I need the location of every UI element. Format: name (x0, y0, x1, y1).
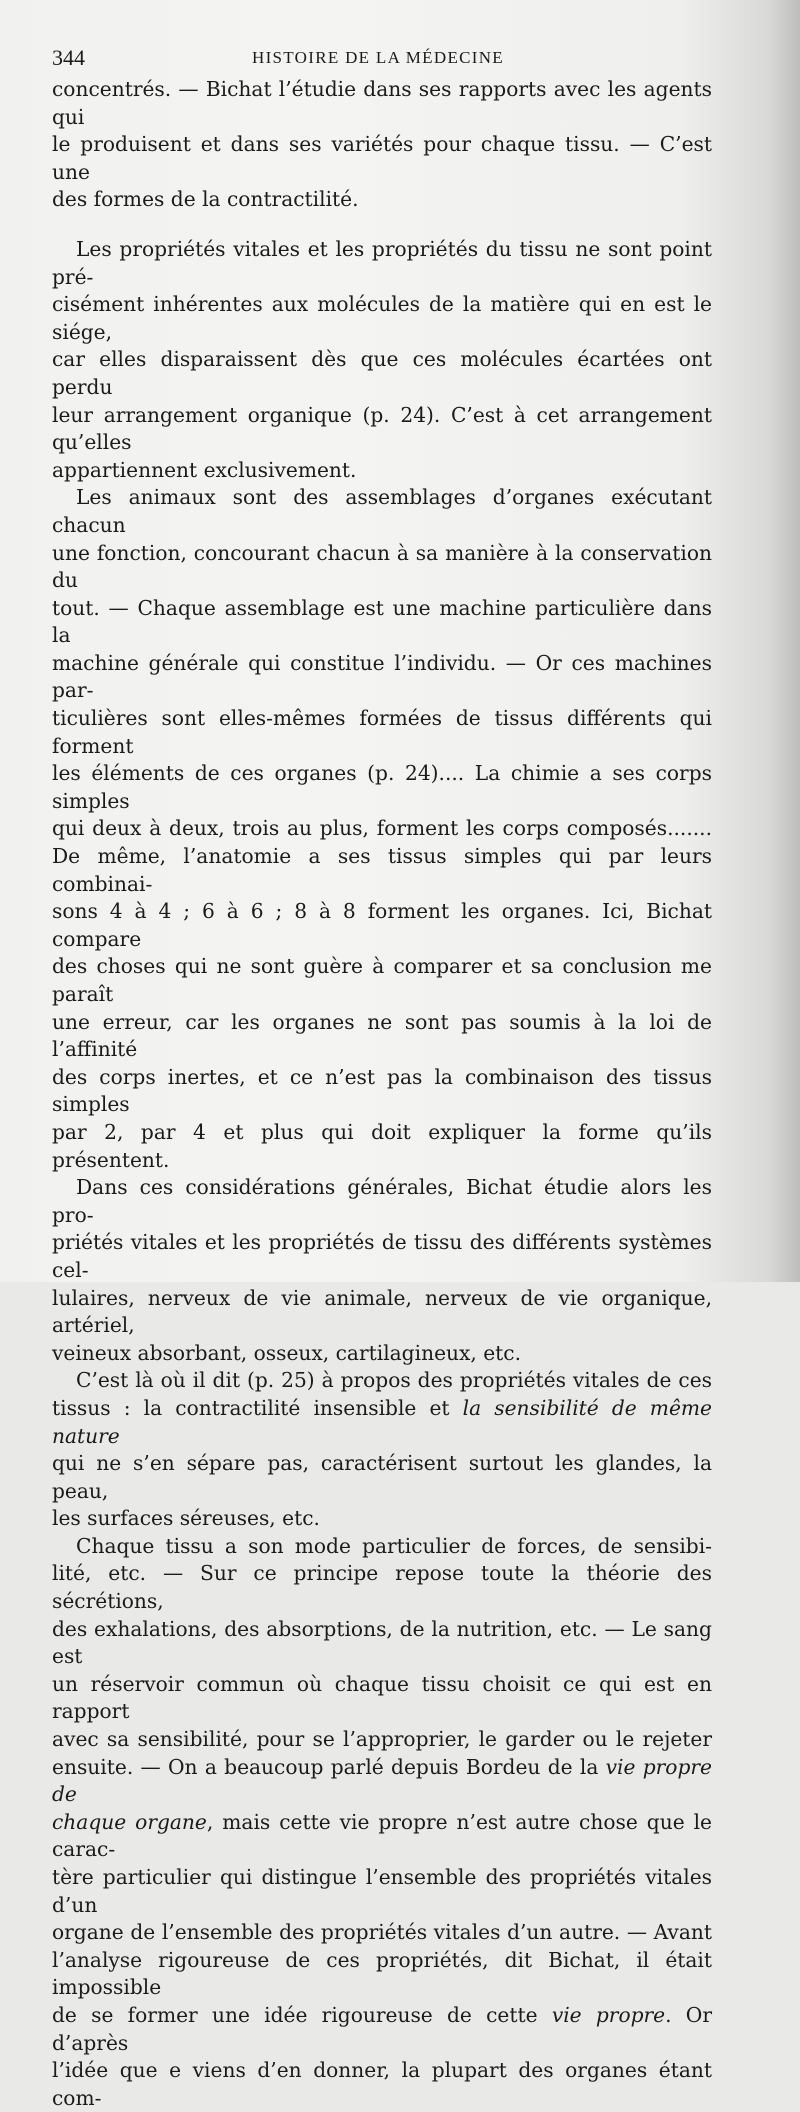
text-line (52, 705, 712, 760)
text-run: une fonction, concourant chacun à sa manière à la conservation du (52, 540, 712, 593)
text-run: un réservoir commun où chaque tissu choisit ce qui est en rapport (52, 1671, 712, 1724)
text-line (52, 1864, 712, 1919)
text-line (52, 1119, 712, 1174)
text-line (52, 76, 712, 131)
text-run: lité, etc. — Sur ce principe repose toute la théorie des sécrétions, (52, 1561, 712, 1614)
text-line (52, 650, 712, 705)
text-line (52, 1726, 712, 1754)
text-line (52, 402, 712, 457)
text-line (52, 1367, 712, 1395)
text-run: la sensibilité de même nature (52, 1395, 712, 1448)
text-line (52, 1009, 712, 1064)
text-line (52, 1064, 712, 1119)
text-run: machine générale qui constitue l’individu. — Or ces machines par- (52, 650, 712, 703)
paragraph (52, 484, 712, 1174)
paragraph (52, 76, 712, 214)
text-run: vie propre (551, 2002, 666, 2027)
text-run: des exhalations, des absorptions, de la nutrition, etc. — Le sang est (52, 1616, 712, 1669)
text-line (52, 1809, 712, 1864)
text-line (52, 291, 712, 346)
text-line (52, 131, 712, 186)
text-run: l’analyse rigoureuse de ces propriétés, dit Bichat, il était impossible (52, 1947, 712, 2000)
text-run: de se former une idée rigoureuse de cette (52, 2002, 552, 2027)
text-run: qui ne s’en sépare pas, caractérisent surtout les glandes, la peau, (52, 1451, 712, 1503)
paragraph-gap (52, 214, 712, 236)
text-line (52, 1616, 712, 1671)
text-line (52, 236, 712, 291)
text-run: concentrés. — Bichat l’étudie dans ses rapports avec les agents qui (52, 77, 712, 129)
text-run: veineux absorbant, osseux, cartilagineux, etc. (52, 1340, 522, 1365)
text-line (52, 1919, 712, 1947)
paragraph (52, 236, 712, 484)
page-content (52, 44, 712, 2112)
text-line (52, 1340, 712, 1368)
text-line (52, 484, 712, 539)
text-run: tissus : la contractilité insensible et (52, 1395, 463, 1420)
text-run: cisément inhérentes aux molécules de la matière qui en est le siége, (52, 292, 712, 344)
text-run: priétés vitales et les propriétés de tissu des différents systèmes cel- (52, 1230, 712, 1282)
text-run: C’est là où il dit (p. 25) à propos des propriétés vitales de ces (76, 1368, 712, 1393)
text-line (52, 1505, 712, 1533)
text-line (52, 1754, 712, 1809)
text-line (52, 2057, 712, 2112)
text-run: appartiennent exclusivement. (52, 457, 357, 482)
text-line (52, 346, 712, 401)
text-run: . Or d’après (52, 2002, 712, 2055)
text-run: lulaires, nerveux de vie animale, nerveux de vie organique, artériel, (52, 1285, 712, 1338)
text-line (52, 898, 712, 953)
text-run: des formes de la contractilité. (52, 187, 359, 212)
text-run: ensuite. — On a beaucoup parlé depuis Bordeu de la (52, 1754, 606, 1779)
text-run: une erreur, car les organes ne sont pas soumis à la loi de l’affinité (52, 1009, 712, 1062)
text-line (52, 1533, 712, 1561)
text-run: qui deux à deux, trois au plus, forment les corps composés....... (52, 816, 712, 841)
text-run: des choses qui ne sont guère à comparer et sa conclusion me paraît (52, 954, 712, 1006)
paragraph (52, 1367, 712, 1533)
text-line (52, 1395, 712, 1450)
text-run: les surfaces séreuses, etc. (52, 1506, 320, 1531)
text-line (52, 1174, 712, 1229)
text-run: chaque organe (52, 1809, 207, 1834)
text-line (52, 1671, 712, 1726)
text-run: des corps inertes, et ce n’est pas la combinaison des tissus simples (52, 1064, 712, 1117)
text-line (52, 843, 712, 898)
text-line (52, 186, 712, 214)
text-line (52, 760, 712, 815)
text-line (52, 1285, 712, 1340)
text-run: leur arrangement organique (p. 24). C’est à cet arrangement qu’elles (52, 402, 712, 455)
text-line (52, 457, 712, 485)
text-run: l’idée que e viens d’en donner, la plupart des organes étant com- (52, 2058, 712, 2110)
text-run: Les animaux sont des assemblages d’organes exécutant chacun (52, 485, 712, 537)
text-line (52, 815, 712, 843)
text-line (52, 1560, 712, 1615)
text-run: avec sa sensibilité, pour se l’approprier, le garder ou le rejeter (52, 1727, 712, 1752)
text-run: le produisent et dans ses variétés pour chaque tissu. — C’est une (52, 132, 712, 184)
text-line (52, 953, 712, 1008)
text-run: les éléments de ces organes (p. 24).... La chimie a ses corps simples (52, 761, 712, 813)
text-run: tère particulier qui distingue l’ensemble des propriétés vitales d’un (52, 1865, 712, 1917)
text-line (52, 595, 712, 650)
text-run: par 2, par 4 et plus qui doit expliquer la forme qu’ils présentent. (52, 1119, 712, 1172)
text-run: vie propre de (52, 1754, 712, 1807)
paragraph (52, 1174, 712, 1367)
text-run: De même, l’anatomie a ses tissus simples qui par leurs combinai- (52, 844, 712, 896)
text-line (52, 540, 712, 595)
text-line (52, 1947, 712, 2002)
body-text (52, 76, 712, 2112)
text-line (52, 2002, 712, 2057)
text-run: car elles disparaissent dès que ces molécules écartées ont perdu (52, 347, 712, 399)
text-run: Chaque tissu a son mode particulier de forces, de sensibi- (76, 1533, 712, 1558)
text-run: tout. — Chaque assemblage est une machine particulière dans la (52, 595, 712, 648)
text-run: sons 4 à 4 ; 6 à 6 ; 8 à 8 forment les organes. Ici, Bichat compare (52, 899, 712, 951)
page-number: 344 (52, 45, 85, 70)
running-head (52, 44, 712, 70)
text-run: Les propriétés vitales et les propriétés du tissu ne sont point pré- (52, 236, 712, 289)
text-run: ticulières sont elles-mêmes formées de tissus différents qui forment (52, 706, 712, 758)
running-title: HISTOIRE DE LA MÉDECINE (252, 48, 504, 67)
text-run: , mais cette vie propre n’est autre chose que le carac- (52, 1809, 713, 1862)
text-line (52, 1229, 712, 1284)
text-line (52, 1450, 712, 1505)
text-run: Dans ces considérations générales, Bichat étudie alors les pro- (52, 1175, 712, 1227)
text-run: organe de l’ensemble des propriétés vitales d’un autre. — Avant (52, 1920, 712, 1945)
paragraph (52, 1533, 712, 2112)
